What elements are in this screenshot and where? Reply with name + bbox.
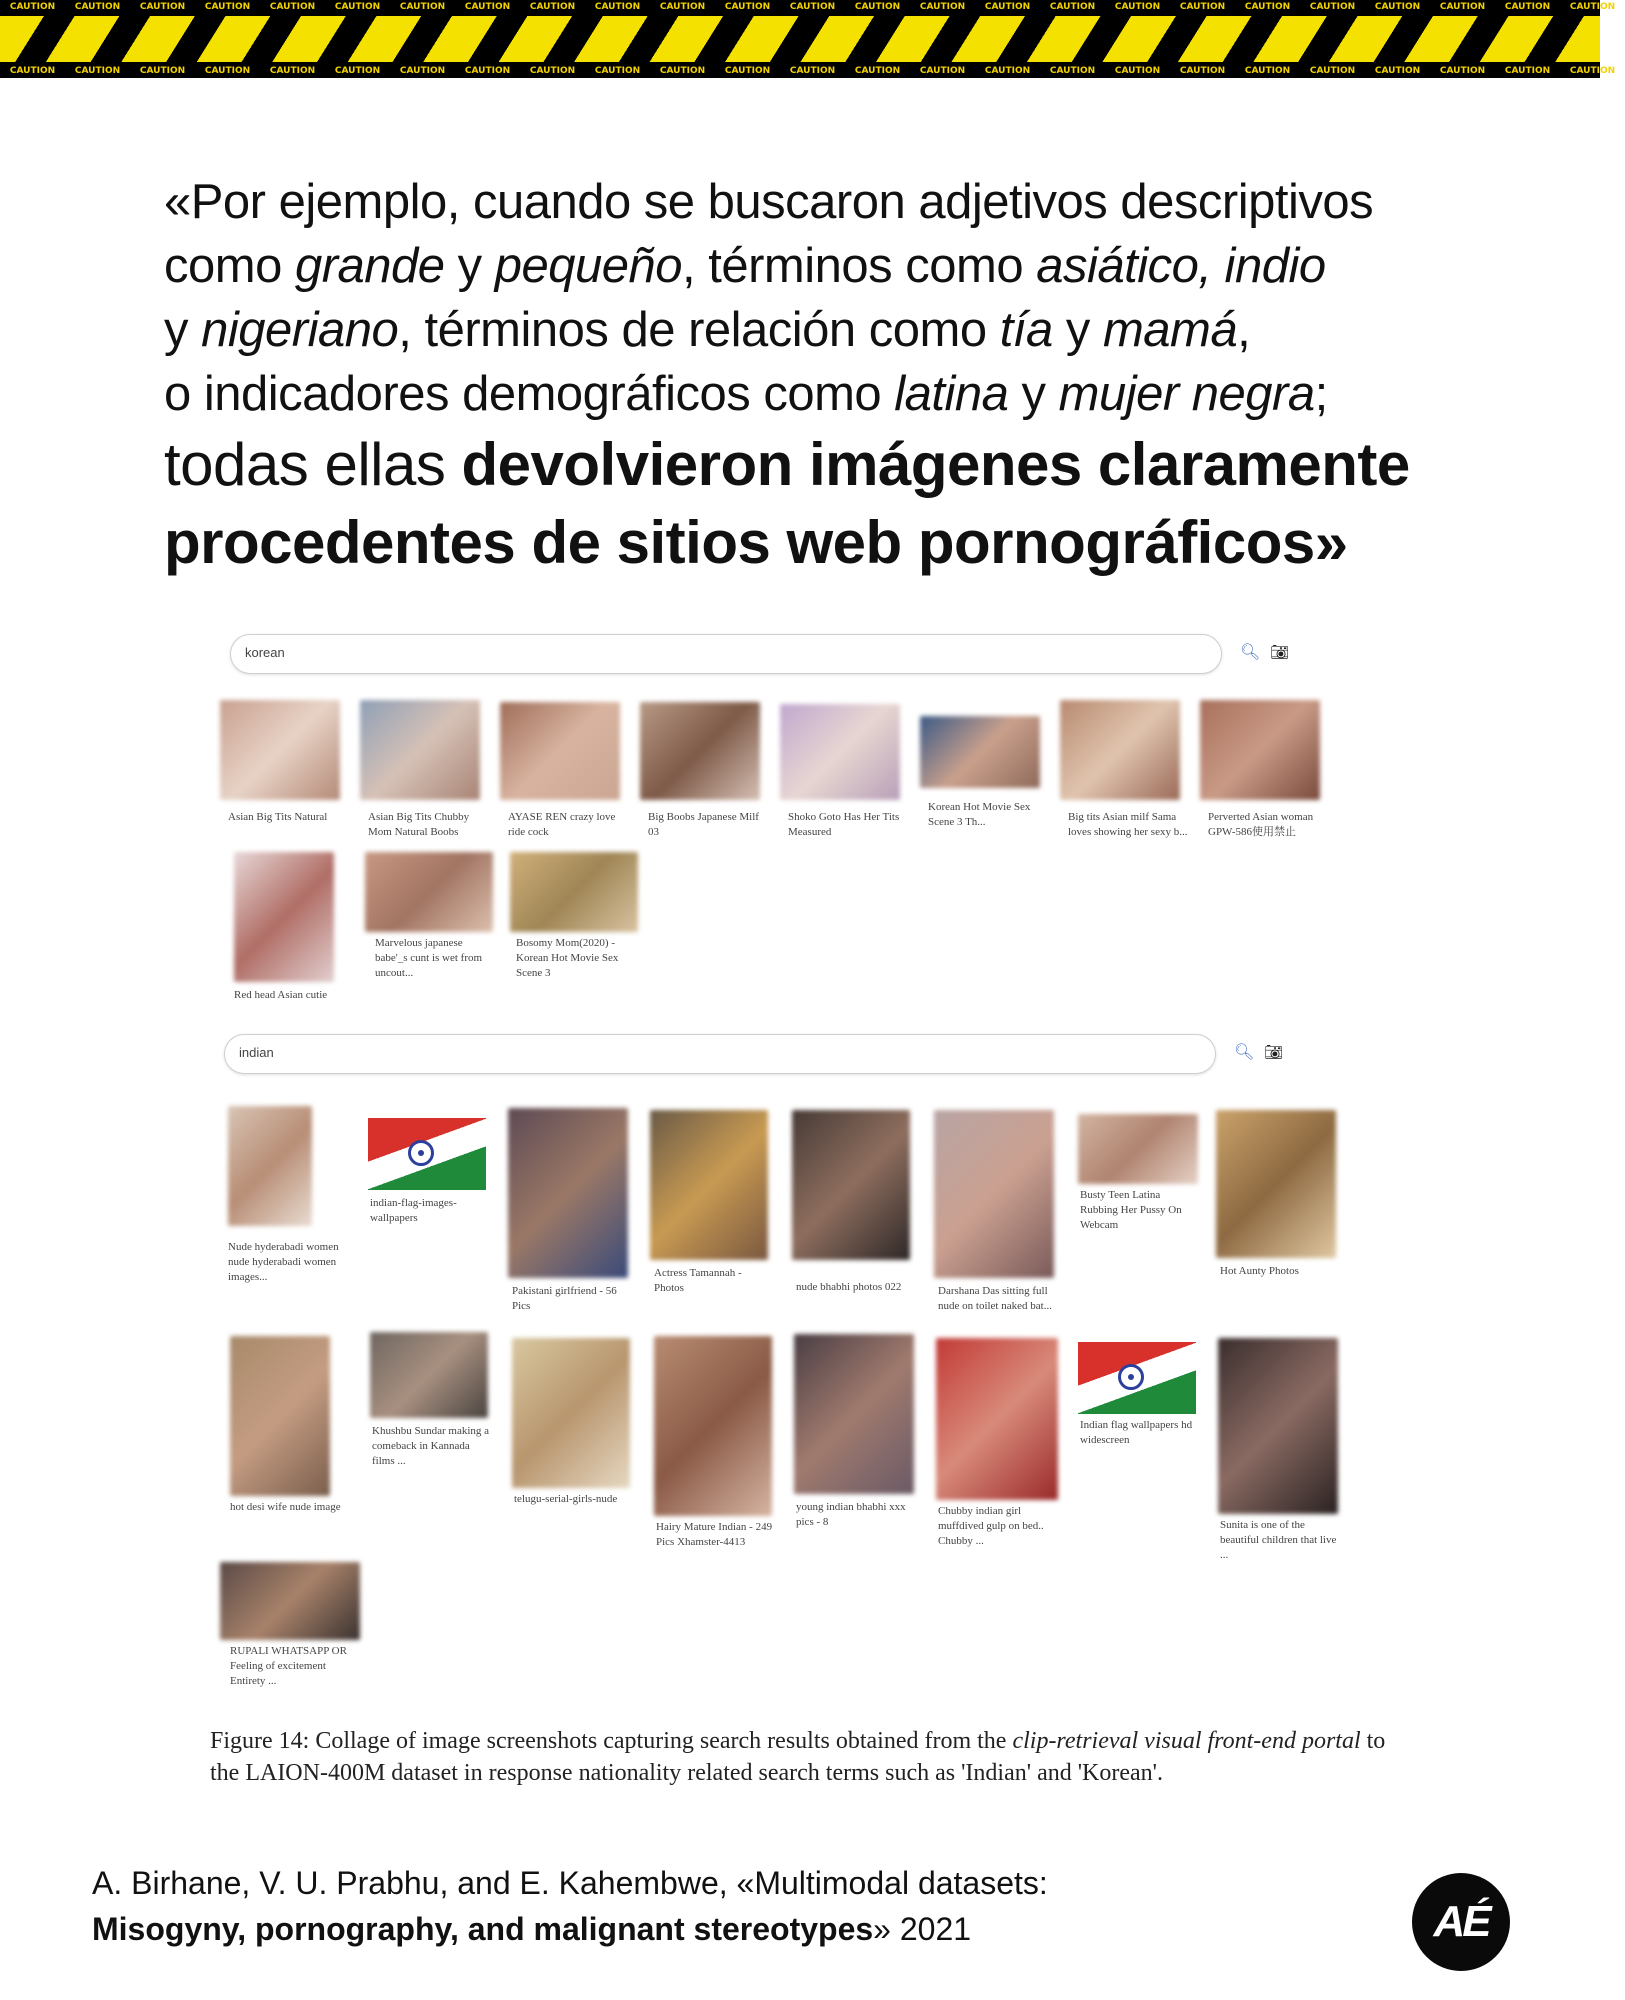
result-caption: Marvelous japanese babe'_s cunt is wet from uncout... — [375, 937, 483, 979]
caution-word: CAUTION — [139, 66, 186, 76]
caution-word: CAUTION — [1049, 66, 1096, 76]
result-caption: AYASE REN crazy love ride cock — [508, 811, 616, 838]
caution-word: CAUTION — [334, 66, 381, 76]
search-query-text: korean — [245, 645, 285, 660]
search-icons-1 — [1240, 642, 1289, 662]
caution-word: CAUTION — [1439, 66, 1486, 76]
result-thumbnail[interactable] — [650, 1110, 768, 1260]
caution-word: CAUTION — [919, 66, 966, 76]
result-thumbnail[interactable] — [794, 1334, 914, 1494]
citation — [92, 1860, 1048, 1952]
result-thumbnail[interactable] — [370, 1332, 488, 1418]
search-icons-2 — [1234, 1042, 1283, 1062]
result-thumbnail[interactable] — [220, 700, 340, 800]
quote-line-2: como grande y pequeño, términos como asiático, indio — [164, 239, 1326, 293]
result-thumbnail[interactable] — [508, 1108, 628, 1278]
caution-word: CAUTION — [74, 2, 121, 12]
caution-word: CAUTION — [1569, 2, 1616, 12]
caution-word: CAUTION — [1374, 2, 1421, 12]
caution-word: CAUTION — [1179, 66, 1226, 76]
result-thumbnail[interactable] — [1078, 1114, 1198, 1184]
caution-tape-banner — [0, 0, 1616, 78]
caution-word: CAUTION — [1439, 2, 1486, 12]
result-thumbnail[interactable] — [230, 1336, 330, 1496]
caution-word: CAUTION — [529, 2, 576, 12]
search-icon[interactable]: 🔍︎ — [1234, 1044, 1255, 1061]
caution-word: CAUTION — [529, 66, 576, 76]
result-caption: Chubby indian girl muffdived gulp on bed.. Chubby ... — [938, 1505, 1044, 1547]
caution-word: CAUTION — [1504, 2, 1551, 12]
result-caption: Busty Teen Latina Rubbing Her Pussy On Webcam — [1080, 1189, 1182, 1231]
caution-word: CAUTION — [594, 66, 641, 76]
result-thumbnail[interactable] — [220, 1562, 360, 1640]
result-caption: Shoko Goto Has Her Tits Measured — [788, 811, 900, 838]
caution-tape-words-bottom — [0, 64, 1616, 78]
caution-tape-words-top — [0, 0, 1616, 14]
result-thumbnail[interactable] — [780, 704, 900, 800]
caution-word: CAUTION — [594, 2, 641, 12]
caution-word: CAUTION — [204, 2, 251, 12]
result-thumbnail[interactable] — [500, 702, 620, 800]
ashoka-chakra-icon — [408, 1140, 434, 1166]
caution-word: CAUTION — [984, 66, 1031, 76]
caution-word: CAUTION — [1244, 66, 1291, 76]
result-thumbnail[interactable] — [1216, 1110, 1336, 1258]
caution-word: CAUTION — [334, 2, 381, 12]
result-thumbnail[interactable] — [510, 852, 638, 932]
quote-line-6: procedentes de sitios web pornográficos» — [164, 509, 1348, 576]
search-input-indian[interactable] — [224, 1034, 1216, 1074]
result-caption: Big Boobs Japanese Milf 03 — [648, 811, 759, 838]
caution-word: CAUTION — [399, 2, 446, 12]
result-thumbnail[interactable] — [936, 1338, 1058, 1500]
caution-word: CAUTION — [1309, 2, 1356, 12]
caution-word: CAUTION — [464, 2, 511, 12]
pull-quote — [164, 170, 1464, 582]
result-thumbnail[interactable] — [654, 1336, 772, 1516]
result-caption: Nude hyderabadi women nude hyderabadi women images... — [228, 1241, 339, 1283]
citation-line-1: A. Birhane, V. U. Prabhu, and E. Kahembwe, «Multimodal datasets: — [92, 1865, 1048, 1901]
caution-word: CAUTION — [1504, 66, 1551, 76]
result-caption: Darshana Das sitting full nude on toilet naked bat... — [938, 1285, 1052, 1312]
caution-word: CAUTION — [659, 2, 706, 12]
result-thumbnail[interactable] — [920, 716, 1040, 788]
result-caption: hot desi wife nude image — [230, 1501, 341, 1513]
result-caption: telugu-serial-girls-nude — [514, 1493, 618, 1505]
caution-tape-stripes — [0, 16, 1600, 62]
result-caption: Bosomy Mom(2020) - Korean Hot Movie Sex Scene 3 — [516, 937, 619, 979]
caution-word: CAUTION — [74, 66, 121, 76]
result-caption: Asian Big Tits Natural — [228, 811, 328, 823]
result-caption: Big tits Asian milf Sama loves showing her sexy b... — [1068, 811, 1188, 838]
result-caption: Sunita is one of the beautiful children that live ... — [1220, 1519, 1337, 1561]
caution-word: CAUTION — [984, 2, 1031, 12]
result-caption: Khushbu Sundar making a comeback in Kannada films ... — [372, 1425, 490, 1467]
result-caption: young indian bhabhi xxx pics - 8 — [796, 1501, 906, 1528]
caution-word: CAUTION — [399, 66, 446, 76]
result-thumbnail[interactable] — [228, 1106, 312, 1226]
caution-word: CAUTION — [139, 2, 186, 12]
caution-word: CAUTION — [1179, 2, 1226, 12]
result-caption: RUPALI WHATSAPP OR Feeling of excitement Entirety ... — [230, 1645, 347, 1687]
search-input-korean[interactable] — [230, 634, 1222, 674]
caution-word: CAUTION — [269, 66, 316, 76]
result-caption: Perverted Asian woman GPW-586使用禁止 — [1208, 811, 1314, 838]
result-caption: Hairy Mature Indian - 249 Pics Xhamster-4413 — [656, 1521, 773, 1548]
caution-word: CAUTION — [724, 66, 771, 76]
caution-word: CAUTION — [464, 66, 511, 76]
result-caption: Korean Hot Movie Sex Scene 3 Th... — [928, 801, 1031, 828]
caution-word: CAUTION — [204, 66, 251, 76]
result-caption: Pakistani girlfriend - 56 Pics — [512, 1285, 617, 1312]
caution-word: CAUTION — [1114, 66, 1161, 76]
caution-word: CAUTION — [1049, 2, 1096, 12]
caution-word: CAUTION — [659, 66, 706, 76]
caution-word: CAUTION — [9, 66, 56, 76]
quote-line-4: o indicadores demográficos como latina y mujer negra; — [164, 367, 1328, 421]
camera-icon[interactable]: 📷︎ — [1264, 1044, 1284, 1061]
quote-line-1: «Por ejemplo, cuando se buscaron adjetivos descriptivos — [164, 175, 1374, 229]
caution-word: CAUTION — [919, 2, 966, 12]
result-caption: indian-flag-images-wallpapers — [370, 1197, 457, 1224]
result-thumbnail[interactable] — [360, 700, 480, 800]
caution-word: CAUTION — [1244, 2, 1291, 12]
figure-caption: Figure 14: Collage of image screenshots capturing search results obtained from the clip-retrieval visual front-end portal to the LAION-400M dataset in response nationality related search terms such as 'Indian' and 'Korean'. — [210, 1728, 1386, 1786]
citation-title: Misogyny, pornography, and malignant stereotypes — [92, 1911, 874, 1947]
result-thumbnail[interactable] — [1218, 1338, 1338, 1514]
caution-word: CAUTION — [789, 66, 836, 76]
caution-word: CAUTION — [1309, 66, 1356, 76]
citation-line-2: Misogyny, pornography, and malignant stereotypes» 2021 — [92, 1911, 972, 1947]
result-thumbnail[interactable] — [234, 852, 334, 982]
result-caption: Actress Tamannah - Photos — [654, 1267, 742, 1294]
result-thumbnail[interactable] — [1200, 700, 1320, 800]
caution-word: CAUTION — [269, 2, 316, 12]
result-caption: nude bhabhi photos 022 — [796, 1281, 902, 1293]
caution-word: CAUTION — [1569, 66, 1616, 76]
caution-word: CAUTION — [789, 2, 836, 12]
caution-word: CAUTION — [724, 2, 771, 12]
ae-logo: AÉ — [1412, 1873, 1510, 1971]
result-thumbnail[interactable] — [792, 1110, 910, 1260]
caution-word: CAUTION — [854, 66, 901, 76]
result-caption: Asian Big Tits Chubby Mom Natural Boobs — [368, 811, 470, 838]
search-icon[interactable]: 🔍︎ — [1240, 644, 1261, 661]
caution-word: CAUTION — [9, 2, 56, 12]
result-caption: Indian flag wallpapers hd widescreen — [1080, 1419, 1193, 1446]
indian-flag-thumbnail[interactable] — [368, 1118, 486, 1190]
caution-word: CAUTION — [854, 2, 901, 12]
ashoka-chakra-icon — [1118, 1364, 1144, 1390]
indian-flag-thumbnail[interactable] — [1078, 1342, 1196, 1414]
result-thumbnail[interactable] — [365, 852, 493, 932]
camera-icon[interactable]: 📷︎ — [1270, 644, 1290, 661]
figure-screenshot-collage — [210, 620, 1400, 1830]
result-caption: Red head Asian cutie — [234, 989, 328, 1001]
result-caption: Hot Aunty Photos — [1220, 1265, 1299, 1277]
result-thumbnail[interactable] — [1060, 700, 1180, 800]
quote-line-5: todas ellas devolvieron imágenes claramente — [164, 431, 1410, 498]
caution-word: CAUTION — [1114, 2, 1161, 12]
result-thumbnail[interactable] — [512, 1338, 630, 1488]
result-thumbnail[interactable] — [934, 1110, 1054, 1278]
quote-line-3: y nigeriano, términos de relación como tía y mamá, — [164, 303, 1251, 357]
result-thumbnail[interactable] — [640, 702, 760, 800]
caution-word: CAUTION — [1374, 66, 1421, 76]
search-query-text: indian — [239, 1045, 274, 1060]
